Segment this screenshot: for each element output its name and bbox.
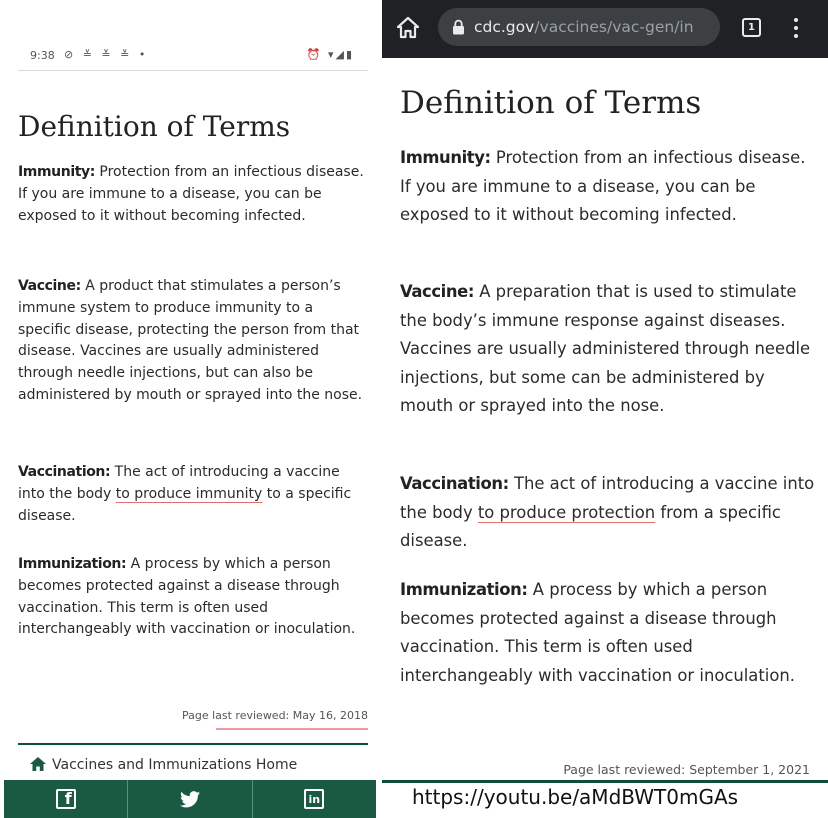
term-definition: A preparation that is used to stimulate the body’s immune response against diseases. Vaccines are usually administered through needle injections, but some can be administered by mouth or sprayed into the nose. bbox=[400, 282, 811, 416]
facebook-icon: f bbox=[56, 789, 76, 809]
highlighted-phrase: to produce immunity bbox=[115, 485, 263, 502]
twitter-button[interactable] bbox=[128, 780, 252, 818]
term-definition: A process by which a person becomes protected against a disease through vaccination. This term is often used interchangeably with vaccination or inoculation. bbox=[18, 556, 356, 638]
status-time: 9:38 bbox=[30, 49, 55, 62]
term-immunity bbox=[400, 144, 820, 230]
address-bar[interactable] bbox=[438, 8, 720, 46]
term-immunization bbox=[400, 576, 820, 690]
home-icon[interactable] bbox=[394, 14, 422, 42]
term-definition: The act of introducing a vaccine into the body bbox=[400, 474, 815, 522]
linkedin-button[interactable] bbox=[253, 780, 376, 818]
home-link[interactable] bbox=[30, 757, 297, 773]
twitter-icon bbox=[180, 791, 200, 808]
term-vaccination bbox=[18, 462, 370, 527]
term-label: Immunization: bbox=[400, 580, 528, 599]
term-label: Vaccine: bbox=[400, 282, 475, 301]
url-domain: cdc.gov bbox=[474, 18, 535, 36]
system-icons: ⏰ ▾◢▮ bbox=[306, 48, 354, 61]
page-title: Definition of Terms bbox=[18, 110, 291, 143]
term-definition: A process by which a person becomes protected against a disease through vaccination. This term is often used interchangeably with vaccination or inoculation. bbox=[400, 580, 795, 685]
highlighted-phrase: to produce protection bbox=[477, 502, 656, 522]
right-screenshot-2021 bbox=[382, 0, 828, 818]
term-definition: to a specific disease. bbox=[18, 485, 352, 524]
lock-icon bbox=[452, 19, 465, 35]
term-label: Vaccination: bbox=[400, 474, 509, 493]
status-bar bbox=[18, 46, 368, 66]
term-definition: The act of introducing a vaccine into the body bbox=[18, 464, 340, 502]
url-path: /vaccines/vac-gen/in bbox=[534, 18, 694, 36]
facebook-button[interactable] bbox=[4, 780, 128, 818]
term-label: Vaccination: bbox=[18, 464, 111, 480]
term-label: Immunity: bbox=[18, 164, 95, 180]
video-link-caption: https://youtu.be/aMdBWT0mGAs bbox=[412, 785, 739, 809]
linkedin-icon: in bbox=[304, 789, 324, 809]
home-icon bbox=[30, 757, 46, 771]
left-screenshot-2018 bbox=[0, 0, 382, 818]
page-title: Definition of Terms bbox=[400, 85, 702, 121]
term-immunity bbox=[18, 162, 370, 227]
term-label: Immunity: bbox=[400, 148, 491, 167]
term-definition: Protection from an infectious disease. If you are immune to a disease, you can be exposed to it without becoming infected. bbox=[400, 148, 806, 225]
page-last-reviewed: Page last reviewed: May 16, 2018 bbox=[181, 709, 368, 722]
term-definition: Protection from an infectious disease. If you are immune to a disease, you can be exposed to it without becoming infected. bbox=[18, 164, 364, 224]
term-label: Immunization: bbox=[18, 556, 127, 572]
footer-divider bbox=[18, 743, 368, 745]
more-menu-icon[interactable] bbox=[788, 14, 804, 42]
page-last-reviewed: Page last reviewed: September 1, 2021 bbox=[563, 762, 810, 777]
status-divider bbox=[18, 70, 368, 71]
home-link-label: Vaccines and Immunizations Home bbox=[52, 757, 298, 773]
social-bar bbox=[4, 780, 376, 818]
term-vaccine bbox=[400, 278, 820, 421]
term-label: Vaccine: bbox=[18, 278, 81, 294]
reviewed-underline bbox=[216, 728, 368, 730]
url-text bbox=[474, 8, 694, 46]
term-vaccine bbox=[18, 276, 370, 407]
footer-divider bbox=[382, 780, 828, 783]
term-vaccination bbox=[400, 470, 820, 556]
tab-switcher-icon[interactable]: 1 bbox=[742, 18, 761, 37]
term-immunization bbox=[18, 554, 370, 641]
notification-icons: ⊘ ≚ ≚ ≚ • bbox=[64, 48, 149, 61]
term-definition: A product that stimulates a person’s immune system to produce immunity to a specific disease, protecting the person from that disease. Vaccines are usually administered through needle injections, but can also be administered by mouth or sprayed into the nose. bbox=[18, 278, 363, 403]
browser-toolbar bbox=[382, 0, 828, 58]
term-definition: from a specific disease. bbox=[400, 502, 781, 551]
